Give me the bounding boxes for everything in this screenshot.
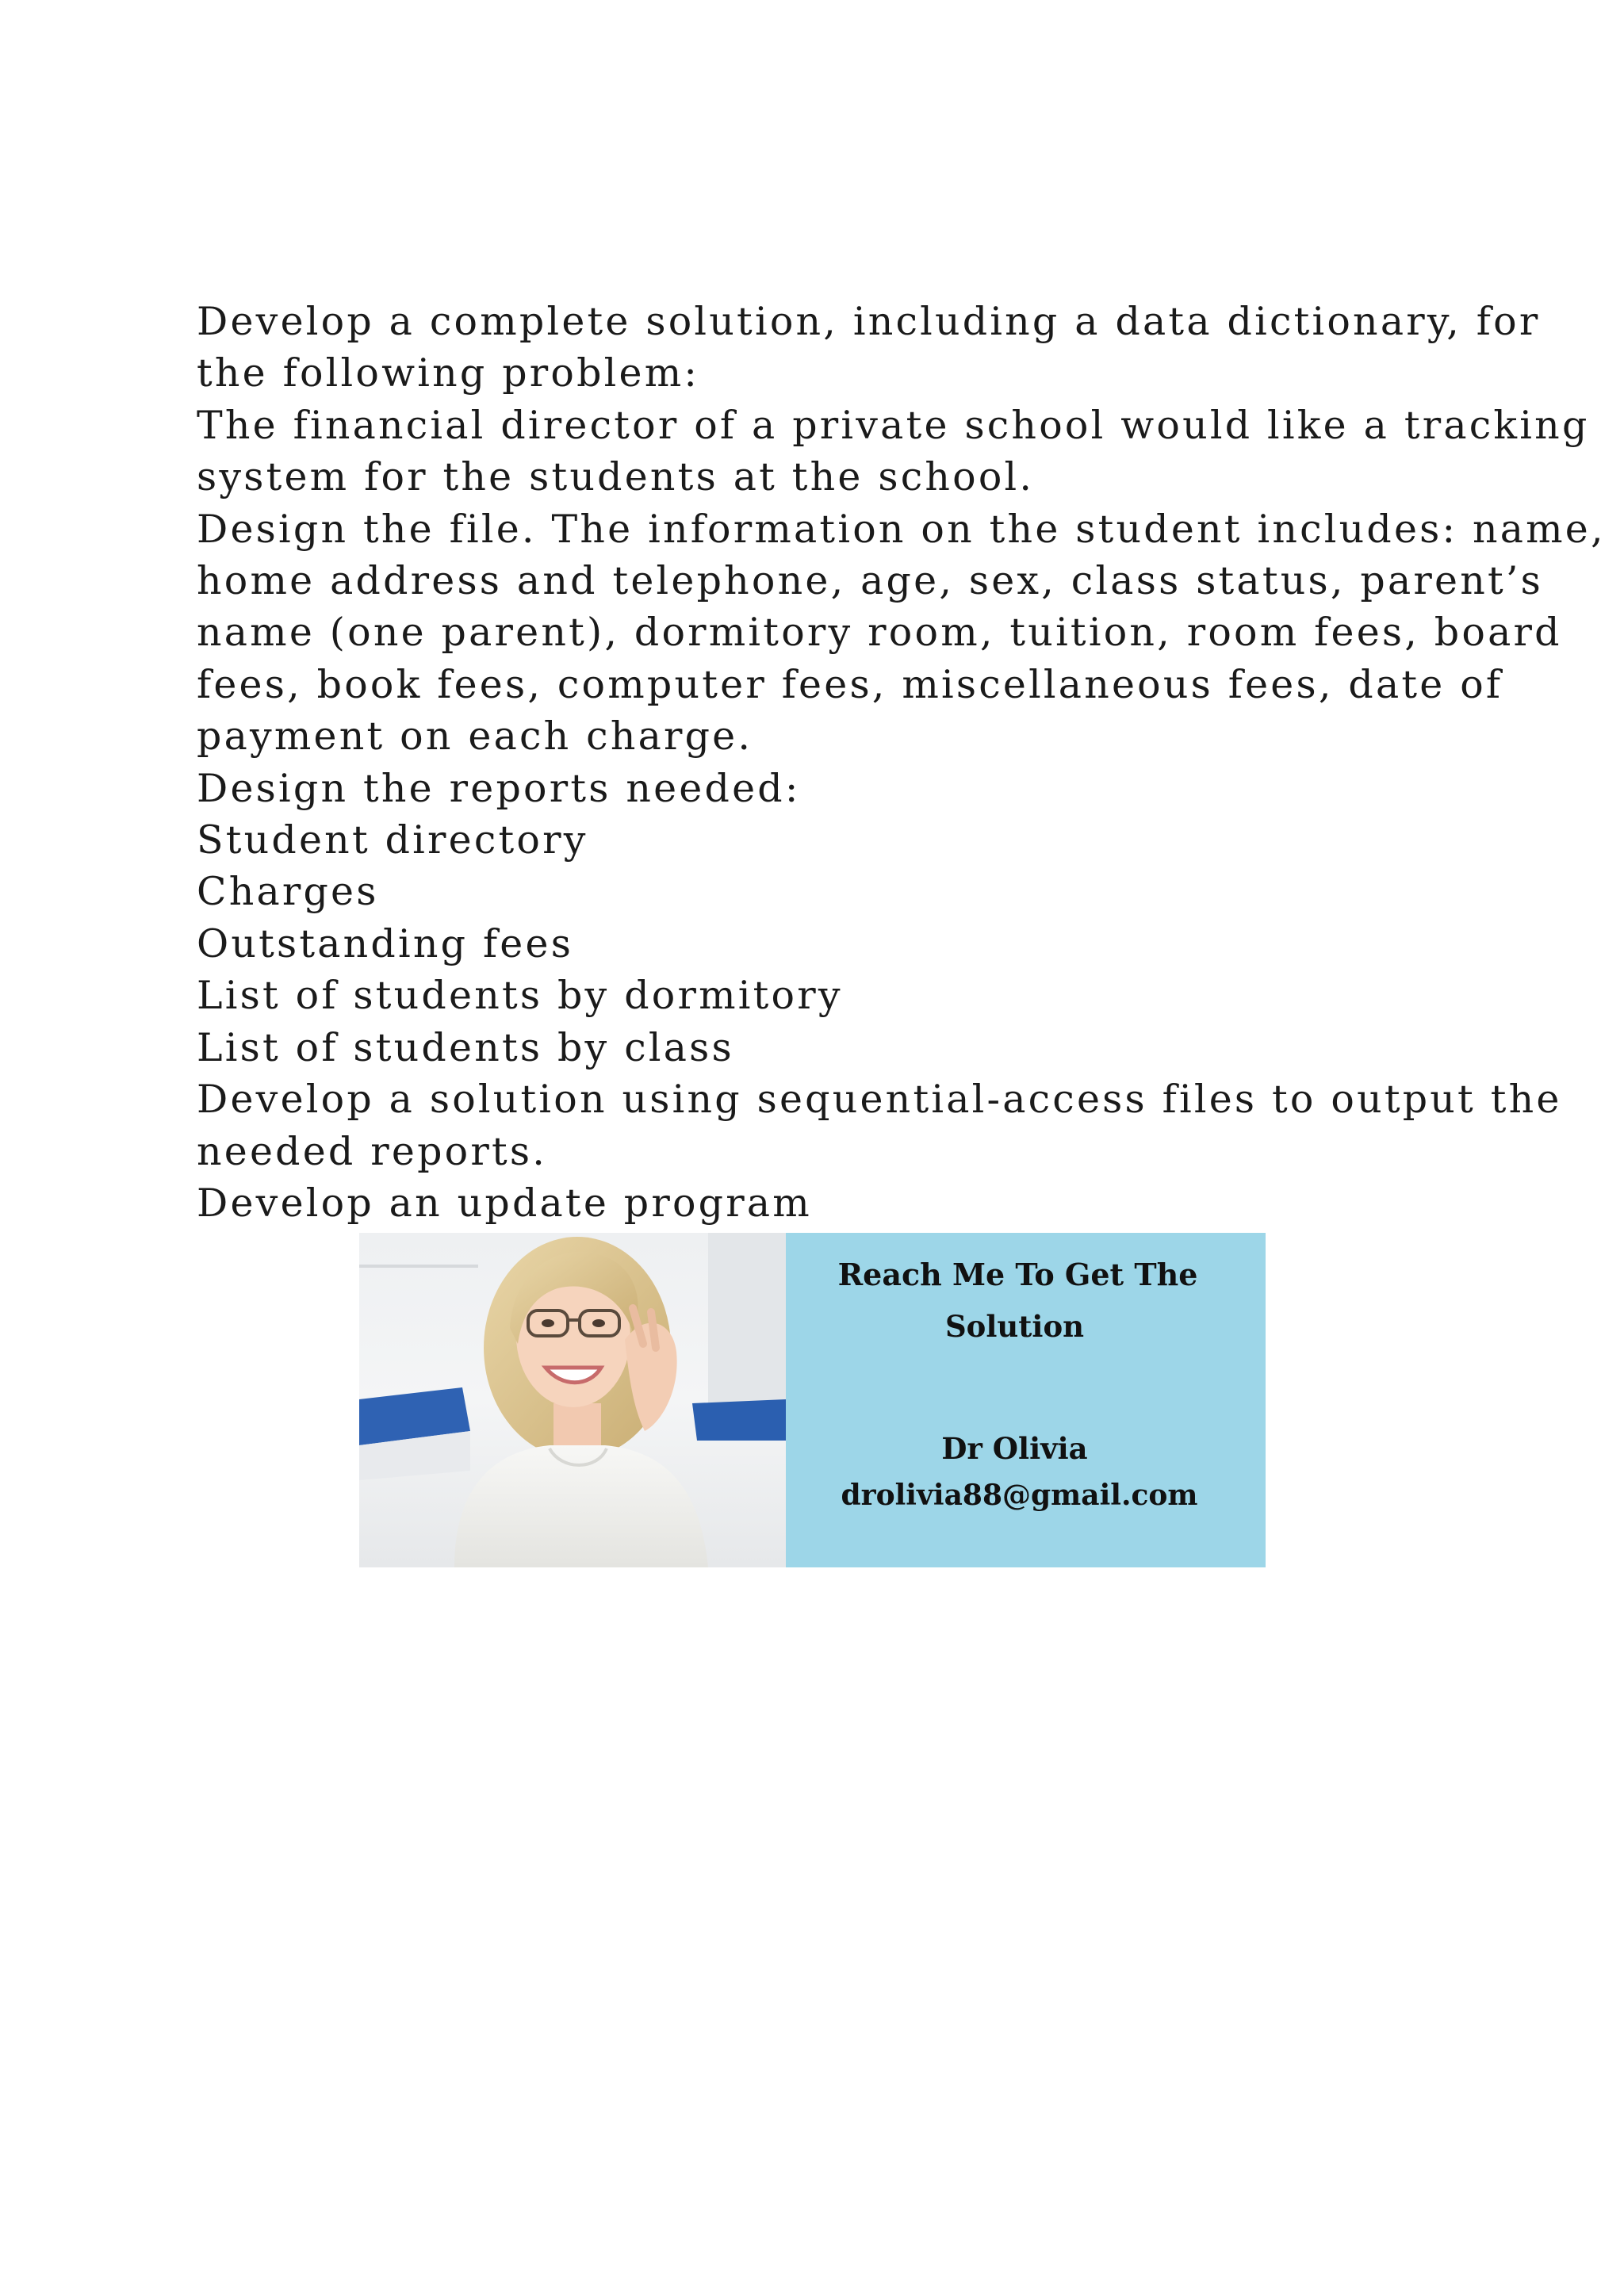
text-line: home address and telephone, age, sex, class status, parent’s [197, 558, 1543, 604]
contact-email: drolivia88@gmail.com [841, 1479, 1198, 1512]
text-line: Outstanding fees [197, 920, 574, 966]
text-line: Develop a complete solution, including a data dictionary, for [197, 299, 1541, 344]
text-line: List of students by dormitory [197, 973, 843, 1019]
text-line: List of students by class [197, 1024, 734, 1070]
document-body [197, 296, 1606, 1229]
contact-banner [359, 1233, 1266, 1567]
banner-headline: Reach Me To Get The [837, 1257, 1198, 1292]
text-line: Develop an update program [197, 1180, 812, 1226]
text-line: Charges [197, 869, 379, 915]
text-line: system for the students at the school. [197, 454, 1035, 500]
contact-panel [786, 1233, 1266, 1567]
text-line: Design the file. The information on the student includes: name, [197, 506, 1606, 552]
text-line: name (one parent), dormitory room, tuition, room fees, board [197, 610, 1562, 656]
photo-illustration [359, 1233, 786, 1567]
text-line: Student directory [197, 817, 588, 863]
contact-name: Dr Olivia [941, 1431, 1088, 1466]
text-line: payment on each charge. [197, 714, 753, 760]
text-line: fees, book fees, computer fees, miscellaneous fees, date of [197, 661, 1503, 707]
text-line: needed reports. [197, 1128, 547, 1174]
text-line: The financial director of a private school would like a tracking [197, 402, 1590, 448]
text-line: Develop a solution using sequential-access files to output the [197, 1077, 1562, 1123]
banner-headline-continued: Solution [944, 1309, 1085, 1344]
text-line: the following problem: [197, 350, 700, 396]
text-line: Design the reports needed: [197, 765, 801, 811]
woman-with-glasses-photo [359, 1233, 786, 1567]
